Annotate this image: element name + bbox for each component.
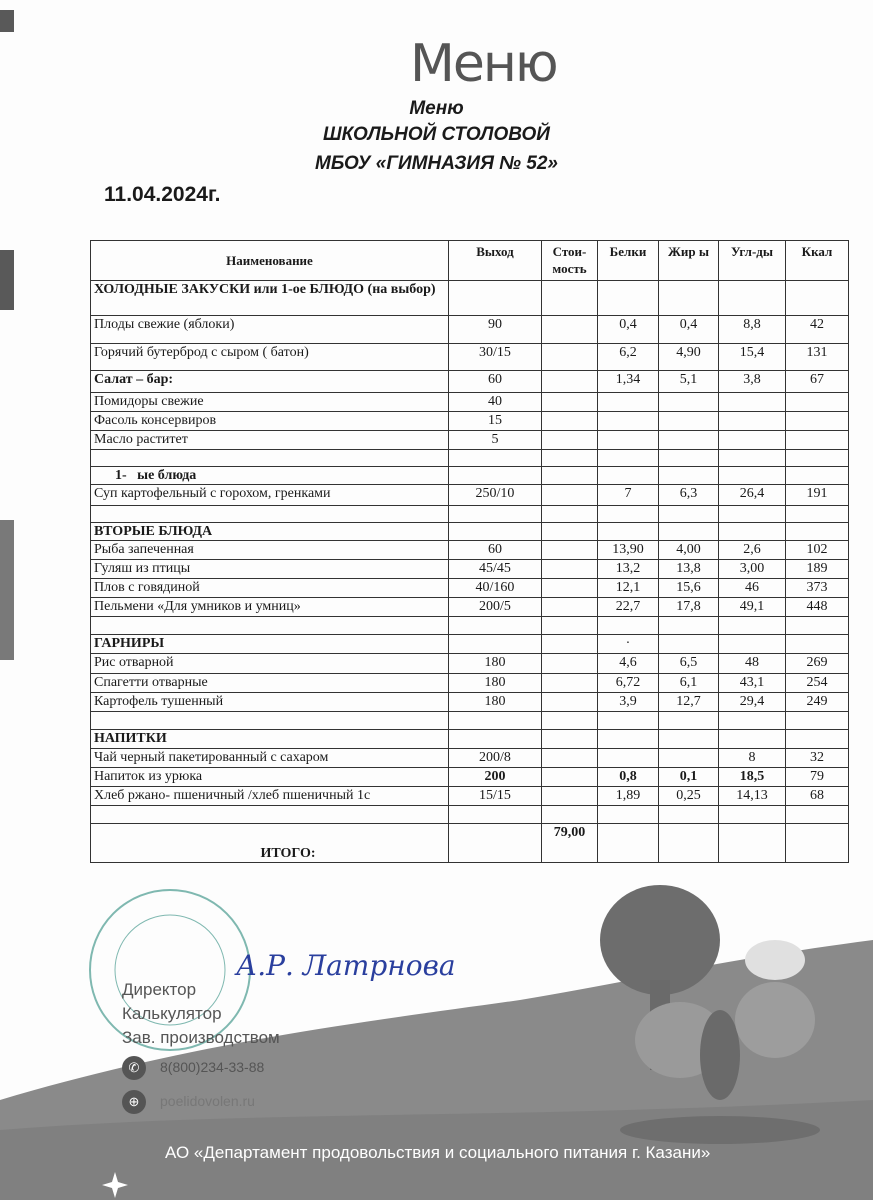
cell-value [449, 450, 542, 467]
cell-value: 5,1 [659, 371, 719, 393]
total-cost: 79,00 [542, 824, 598, 863]
column-header: Белки [598, 241, 659, 281]
cell-value [786, 824, 849, 863]
table-row [91, 344, 849, 371]
cell-value: 6,2 [598, 344, 659, 371]
cell-value [542, 768, 598, 787]
cell-value: 3,00 [719, 560, 786, 579]
cell-value: 90 [449, 316, 542, 344]
section-row [91, 523, 849, 541]
cell-value [786, 806, 849, 824]
dish-name: ГАРНИРЫ [91, 635, 449, 654]
dish-name [91, 450, 449, 467]
column-header: Стои-мость [542, 241, 598, 281]
table-row [91, 412, 849, 431]
role-calculator: Калькулятор [122, 1004, 222, 1023]
cell-value [786, 712, 849, 730]
cell-value [542, 506, 598, 523]
cell-value [598, 412, 659, 431]
table-header-row [91, 241, 849, 281]
cell-value [542, 560, 598, 579]
cell-value: 79 [786, 768, 849, 787]
cell-value [542, 412, 598, 431]
cell-value [719, 712, 786, 730]
cell-value [449, 281, 542, 316]
website: poelidovolen.ru [160, 1093, 255, 1109]
section-row [91, 281, 849, 316]
cell-value: 30/15 [449, 344, 542, 371]
cell-value [542, 344, 598, 371]
table-row [91, 506, 849, 523]
cell-value: 1,34 [598, 371, 659, 393]
signature: А.Р. Латрнова [236, 949, 456, 982]
cell-value [542, 281, 598, 316]
cell-value [449, 712, 542, 730]
cell-value [659, 467, 719, 485]
cell-value [542, 654, 598, 674]
dish-name: Гуляш из птицы [91, 560, 449, 579]
footer-banner [0, 880, 873, 1200]
cell-value [659, 635, 719, 654]
table-row [91, 674, 849, 693]
cell-value [598, 523, 659, 541]
table-row [91, 598, 849, 617]
section-row [91, 635, 849, 654]
cell-value [659, 393, 719, 412]
cell-value: 180 [449, 693, 542, 712]
cell-value [659, 806, 719, 824]
cell-value [542, 674, 598, 693]
cell-value [598, 749, 659, 768]
cell-value [598, 730, 659, 749]
cell-value [719, 824, 786, 863]
table-row [91, 617, 849, 635]
cell-value [719, 431, 786, 450]
cell-value [598, 281, 659, 316]
title-line-2: ШКОЛЬНОЙ СТОЛОВОЙ [323, 124, 550, 145]
cell-value [786, 730, 849, 749]
cell-value: 29,4 [719, 693, 786, 712]
cell-value [786, 506, 849, 523]
dish-name: Горячий бутерброд с сыром ( батон) [91, 344, 449, 371]
cell-value: 180 [449, 674, 542, 693]
cell-value: 6,72 [598, 674, 659, 693]
table-row [91, 393, 849, 412]
cell-value [786, 431, 849, 450]
cell-value: 0,1 [659, 768, 719, 787]
cell-value: 249 [786, 693, 849, 712]
table-row [91, 485, 849, 506]
table-row [91, 450, 849, 467]
dish-name: Фасоль консервиров [91, 412, 449, 431]
stamp-icon [90, 890, 250, 1050]
cell-value [786, 281, 849, 316]
cell-value: 269 [786, 654, 849, 674]
cell-value: 3,9 [598, 693, 659, 712]
cell-value [719, 617, 786, 635]
section-row [91, 467, 849, 485]
column-header: Ккал [786, 241, 849, 281]
cell-value: 12,7 [659, 693, 719, 712]
cell-value: 32 [786, 749, 849, 768]
cell-value [786, 523, 849, 541]
table-row [91, 787, 849, 806]
dish-name [91, 506, 449, 523]
cell-value: 4,00 [659, 541, 719, 560]
chef-hat-icon [745, 940, 805, 980]
cell-value: 373 [786, 579, 849, 598]
dish-name: НАПИТКИ [91, 730, 449, 749]
cell-value: 4,6 [598, 654, 659, 674]
cell-value [449, 506, 542, 523]
cell-value [598, 712, 659, 730]
cell-value: 67 [786, 371, 849, 393]
cell-value [659, 617, 719, 635]
dish-name: Картофель тушенный [91, 693, 449, 712]
globe-icon: ⊕ [122, 1090, 146, 1114]
cell-value [659, 523, 719, 541]
cell-value: 13,2 [598, 560, 659, 579]
cell-value: 0,8 [598, 768, 659, 787]
cell-value: 131 [786, 344, 849, 371]
title-line-1: Меню [409, 98, 464, 119]
cell-value [719, 393, 786, 412]
cell-value: 8 [719, 749, 786, 768]
cell-value: 0,4 [659, 316, 719, 344]
table-row [91, 541, 849, 560]
cell-value: 40/160 [449, 579, 542, 598]
cell-value [598, 617, 659, 635]
cell-value [659, 824, 719, 863]
cell-value [542, 712, 598, 730]
dish-name: Плов с говядиной [91, 579, 449, 598]
role-director: Директор [122, 980, 197, 999]
cell-value: 45/45 [449, 560, 542, 579]
cell-value [659, 506, 719, 523]
cell-value [719, 635, 786, 654]
menu-table [90, 240, 849, 863]
cell-value [786, 467, 849, 485]
cell-value [542, 316, 598, 344]
cell-value [786, 450, 849, 467]
cell-value [542, 787, 598, 806]
cartoon-character-icon [700, 1010, 740, 1100]
cell-value: 17,8 [659, 598, 719, 617]
handwritten-title: Меню [410, 34, 557, 94]
cell-value: 191 [786, 485, 849, 506]
dish-name [91, 806, 449, 824]
table-row [91, 693, 849, 712]
dish-name: ХОЛОДНЫЕ ЗАКУСКИ или 1-ое БЛЮДО (на выбор) [91, 281, 449, 316]
table-row [91, 806, 849, 824]
cell-value [786, 617, 849, 635]
cell-value [719, 450, 786, 467]
cell-value: 13,8 [659, 560, 719, 579]
cell-value: 15/15 [449, 787, 542, 806]
cell-value [786, 412, 849, 431]
table-row [91, 712, 849, 730]
cell-value: 60 [449, 541, 542, 560]
cell-value: 15,4 [719, 344, 786, 371]
cell-value [598, 450, 659, 467]
cell-value: 448 [786, 598, 849, 617]
dish-name: Чай черный пакетированный с сахаром [91, 749, 449, 768]
cell-value [659, 431, 719, 450]
cell-value: 60 [449, 371, 542, 393]
cell-value [542, 635, 598, 654]
cell-value [786, 635, 849, 654]
cell-value [542, 467, 598, 485]
cell-value: 6,1 [659, 674, 719, 693]
cell-value: 49,1 [719, 598, 786, 617]
cell-value [719, 506, 786, 523]
cell-value [449, 824, 542, 863]
cell-value: 1,89 [598, 787, 659, 806]
column-header: Жир ы [659, 241, 719, 281]
cell-value: · [598, 635, 659, 654]
title-line-3: МБОУ «ГИМНАЗИЯ № 52» [315, 153, 558, 174]
dish-name: Масло раститет [91, 431, 449, 450]
cell-value [542, 598, 598, 617]
cell-value: 15 [449, 412, 542, 431]
column-header: Выход [449, 241, 542, 281]
cell-value [659, 450, 719, 467]
table-row [91, 431, 849, 450]
role-production-head: Зав. производством [122, 1028, 280, 1047]
cell-value [449, 467, 542, 485]
cell-value [598, 467, 659, 485]
dish-name: Салат – бар: [91, 371, 449, 393]
cell-value [542, 749, 598, 768]
table-row [91, 749, 849, 768]
dish-name [91, 712, 449, 730]
cell-value [542, 730, 598, 749]
cell-value: 48 [719, 654, 786, 674]
column-header: Наименование [91, 241, 449, 281]
section-row [91, 730, 849, 749]
total-label: ИТОГО: [91, 824, 449, 863]
dish-name: Хлеб ржано- пшеничный /хлеб пшеничный 1с [91, 787, 449, 806]
cell-value [542, 431, 598, 450]
table-row [91, 316, 849, 344]
cell-value: 254 [786, 674, 849, 693]
cell-value: 68 [786, 787, 849, 806]
cell-value [598, 824, 659, 863]
cell-value [719, 281, 786, 316]
dish-name: Напиток из урюка [91, 768, 449, 787]
cell-value: 180 [449, 654, 542, 674]
cell-value: 102 [786, 541, 849, 560]
cell-value: 26,4 [719, 485, 786, 506]
cell-value: 5 [449, 431, 542, 450]
cell-value: 22,7 [598, 598, 659, 617]
scan-artifact [0, 520, 14, 660]
table-row [91, 768, 849, 787]
cell-value [449, 806, 542, 824]
cell-value [542, 485, 598, 506]
cell-value [542, 693, 598, 712]
cell-value: 43,1 [719, 674, 786, 693]
cell-value [719, 806, 786, 824]
cell-value [449, 523, 542, 541]
cell-value: 7 [598, 485, 659, 506]
dish-name: Суп картофельный с горохом, гренками [91, 485, 449, 506]
cell-value [598, 431, 659, 450]
cell-value [659, 412, 719, 431]
table-row [91, 560, 849, 579]
cell-value [719, 467, 786, 485]
dish-name: 1- ые блюда [91, 467, 449, 485]
cell-value [598, 506, 659, 523]
cell-value [598, 806, 659, 824]
total-row [91, 824, 849, 863]
dish-name: Рыба запеченная [91, 541, 449, 560]
cell-value [719, 730, 786, 749]
cell-value [659, 712, 719, 730]
cell-value [659, 730, 719, 749]
cell-value [449, 617, 542, 635]
cell-value [659, 749, 719, 768]
cell-value: 8,8 [719, 316, 786, 344]
table-row [91, 579, 849, 598]
dish-name [91, 617, 449, 635]
cell-value [542, 806, 598, 824]
cell-value: 14,13 [719, 787, 786, 806]
cell-value [449, 730, 542, 749]
table-row [91, 371, 849, 393]
cell-value [659, 281, 719, 316]
cell-value: 189 [786, 560, 849, 579]
cell-value: 6,5 [659, 654, 719, 674]
dish-name: Пельмени «Для умников и умниц» [91, 598, 449, 617]
cell-value [542, 617, 598, 635]
cell-value: 46 [719, 579, 786, 598]
column-header: Угл-ды [719, 241, 786, 281]
cell-value [542, 579, 598, 598]
cell-value: 3,8 [719, 371, 786, 393]
scan-artifact [0, 10, 14, 32]
cell-value: 12,1 [598, 579, 659, 598]
cell-value [542, 450, 598, 467]
dish-name: Спагетти отварные [91, 674, 449, 693]
cell-value: 2,6 [719, 541, 786, 560]
cell-value: 13,90 [598, 541, 659, 560]
phone-number: 8(800)234-33-88 [160, 1059, 265, 1075]
cell-value [542, 371, 598, 393]
menu-date: 11.04.2024г. [104, 183, 221, 206]
tree-icon [600, 885, 720, 995]
cell-value: 42 [786, 316, 849, 344]
cell-value: 200 [449, 768, 542, 787]
cell-value: 0,25 [659, 787, 719, 806]
cartoon-character-icon [735, 982, 815, 1058]
cell-value: 200/8 [449, 749, 542, 768]
cell-value: 15,6 [659, 579, 719, 598]
dish-name: ВТОРЫЕ БЛЮДА [91, 523, 449, 541]
cell-value: 200/5 [449, 598, 542, 617]
cell-value: 18,5 [719, 768, 786, 787]
cell-value: 250/10 [449, 485, 542, 506]
table-row [91, 654, 849, 674]
cell-value: 4,90 [659, 344, 719, 371]
cell-value [449, 635, 542, 654]
dish-name: Плоды свежие (яблоки) [91, 316, 449, 344]
cell-value [542, 541, 598, 560]
dish-name: Помидоры свежие [91, 393, 449, 412]
organization-name: АО «Департамент продовольствия и социального питания г. Казани» [165, 1143, 711, 1162]
scan-artifact [0, 250, 14, 310]
cell-value: 6,3 [659, 485, 719, 506]
dish-name: Рис отварной [91, 654, 449, 674]
cell-value [719, 412, 786, 431]
cell-value [598, 393, 659, 412]
cell-value [542, 393, 598, 412]
phone-icon: ✆ [122, 1056, 146, 1080]
cell-value [719, 523, 786, 541]
cell-value [786, 393, 849, 412]
cell-value [542, 523, 598, 541]
cell-value: 40 [449, 393, 542, 412]
cell-value: 0,4 [598, 316, 659, 344]
